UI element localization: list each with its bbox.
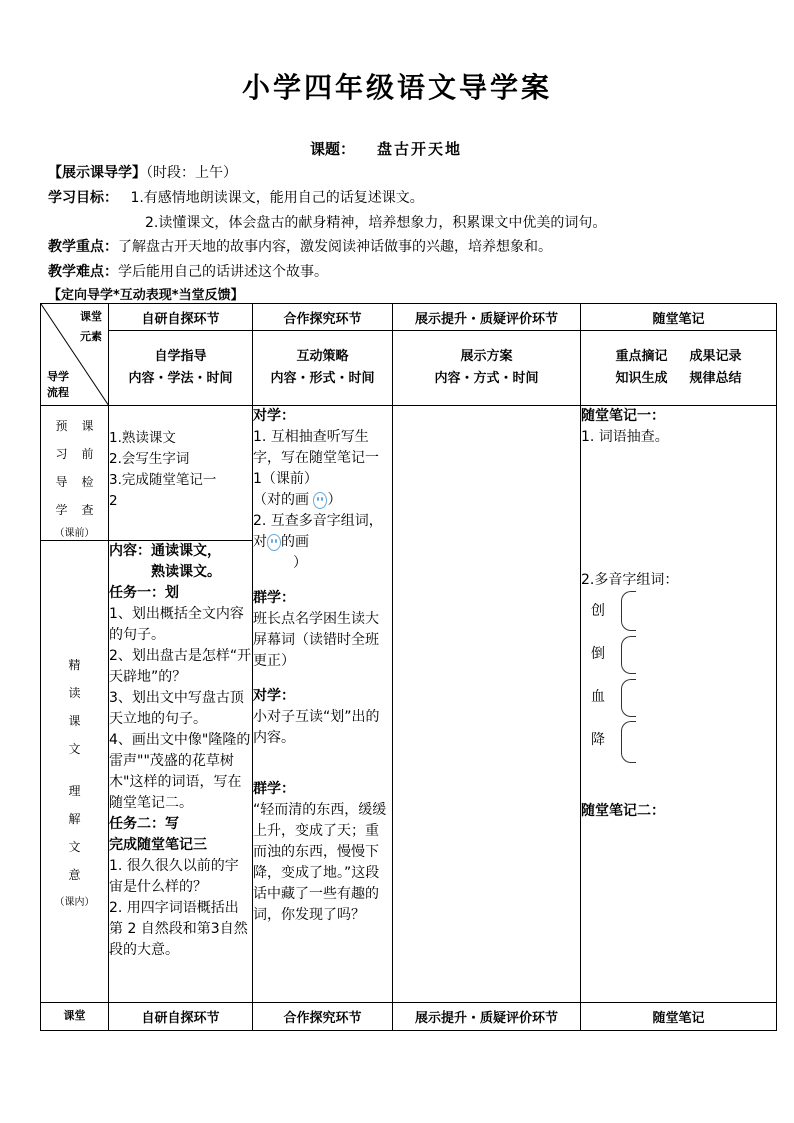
list-item: 3.完成随堂笔记一 [109, 472, 217, 488]
brace-icon [621, 721, 636, 763]
lesson-table [40, 303, 777, 1031]
difficulty [48, 261, 328, 281]
section-time: （时段：上午） [146, 165, 237, 181]
coop-heading: 对学： [253, 408, 295, 424]
row-presentation-column [393, 406, 581, 1003]
label-char: 理 [68, 784, 81, 798]
notes-text: 1. 词语抽查。 [581, 429, 669, 445]
sub-detail: 内容・形式・时间 [270, 371, 375, 386]
notes-heading: 随堂笔记一： [581, 408, 665, 424]
notes-text: 2.多音字组词： [581, 572, 679, 588]
sub-detail: 内容・方式・时间 [434, 371, 539, 386]
sub-title: 重点摘记 [615, 349, 668, 364]
coop-heading: 对学： [253, 688, 295, 704]
label-char: 意 [68, 868, 81, 882]
section2-header: 【定向导学*互动表现*当堂反馈】 [48, 288, 244, 303]
key-point-label: 教学重点： [48, 239, 118, 255]
label-char: 查 [81, 503, 94, 517]
row2-label [41, 541, 109, 1003]
coop-text: 小对子互读“划”出的内容。 [253, 709, 380, 746]
list-item: 1.熟读课文 [109, 430, 176, 446]
task-item: 3、划出文中写盘古顶天立地的句子。 [109, 690, 244, 727]
list-item: 2.会写生字词 [109, 451, 190, 467]
goal-item: 2.读懂课文，体会盘古的献身精神，培养想象力，积累课文中优美的词句。 [145, 215, 607, 231]
brace-icon [621, 591, 636, 631]
content-label: 内容：通读课文， [109, 543, 221, 559]
smiley-icon [267, 534, 281, 551]
learning-goal-2 [145, 212, 606, 232]
label-char: 习 [55, 447, 68, 461]
header-self-study: 自研自探环节 [109, 304, 253, 331]
row-notes-column [581, 406, 777, 1003]
label-note: （课内） [54, 897, 95, 908]
row1-self-study [109, 406, 253, 541]
list-item: 2 [109, 493, 118, 509]
polyphone-char: 血 [591, 689, 605, 705]
sub-title: 展示方案 [460, 349, 513, 364]
row2-self-study [109, 541, 253, 1003]
difficulty-text: 学后能用自己的话讲述这个故事。 [118, 264, 328, 280]
label-note: （课前） [54, 528, 95, 539]
corner-bottom: 导学 [47, 370, 69, 383]
footer-header-self-study: 自研自探环节 [109, 1003, 253, 1031]
header-presentation: 展示提升・质疑评价环节 [393, 304, 581, 331]
label-char: 文 [68, 742, 81, 756]
coop-heading: 群学： [253, 781, 295, 797]
label-char: 读 [68, 686, 81, 700]
section-header [48, 162, 237, 182]
coop-text: ） [293, 555, 307, 571]
sub-header-notes [581, 331, 777, 406]
coop-text: 2. 互查多音字组词，对 [253, 513, 383, 550]
content-label: 熟读课文。 [151, 564, 221, 580]
label-char: 导 [55, 475, 68, 489]
task-item: 2、划出盘古是怎样“开天辟地”的？ [109, 648, 252, 685]
corner-top2: 元素 [80, 330, 102, 343]
coop-text: （对的画 [253, 492, 309, 508]
coop-heading: 群学： [253, 590, 295, 606]
label-char: 前 [81, 447, 94, 461]
notes-heading: 随堂笔记二： [581, 803, 665, 819]
corner-top: 课堂 [80, 310, 102, 323]
footer-header-notes: 随堂笔记 [581, 1003, 777, 1031]
task-heading: 完成随堂笔记三 [109, 837, 207, 853]
sub-header-coop [253, 331, 393, 406]
task-item: 1. 很久很久以前的宇宙是什么样的？ [109, 858, 239, 895]
task-item: 2. 用四字词语概括出第 2 自然段和第3自然段的大意。 [109, 900, 248, 958]
key-point [48, 236, 552, 256]
coop-text: 1. 互相抽查听写生字，写在随堂笔记一 1（课前） [253, 429, 379, 487]
coop-text: 班长点名学困生读大屏幕词（读错时全班更正） [253, 611, 379, 669]
label-char: 检 [81, 475, 94, 489]
sub-title: 规律总结 [689, 371, 742, 386]
polyphone-char: 创 [591, 603, 605, 619]
sub-title: 知识生成 [615, 371, 668, 386]
sub-title: 成果记录 [689, 349, 742, 364]
goal-item: 1.有感情地朗读课文，能用自己的话复述课文。 [130, 190, 424, 206]
smiley-icon [313, 492, 327, 509]
header-cooperation: 合作探究环节 [253, 304, 393, 331]
header-notes: 随堂笔记 [581, 304, 777, 331]
sub-detail: 内容・学法・时间 [128, 371, 233, 386]
difficulty-label: 教学难点： [48, 264, 118, 280]
label-char: 课 [81, 419, 94, 433]
label-char: 文 [68, 840, 81, 854]
label-char: 预 [55, 419, 68, 433]
learning-goal-1 [48, 187, 424, 207]
corner-bottom2: 流程 [47, 386, 69, 399]
polyphone-group [581, 591, 776, 761]
footer-header-cooperation: 合作探究环节 [253, 1003, 393, 1031]
subject-label: 课题： [310, 140, 356, 158]
polyphone-char: 降 [591, 732, 605, 748]
task-heading: 任务二：写 [109, 816, 179, 832]
section-label: 【展示课导学】 [48, 165, 146, 181]
coop-text: “轻而清的东西，缓缓上升，变成了天；重而浊的东西，慢慢下降，变成了地。”这段话中藏了一些有趣的词，你发现了吗？ [253, 802, 387, 923]
footer-header-presentation: 展示提升・质疑评价环节 [393, 1003, 581, 1031]
subject-value: 盘古开天地 [377, 140, 463, 158]
coop-text: ） [327, 492, 342, 508]
sub-header-present [393, 331, 581, 406]
sub-title: 自学指导 [154, 349, 207, 364]
coop-text: 的画 [281, 534, 309, 550]
brace-icon [621, 636, 636, 674]
brace-icon [621, 679, 636, 717]
label-char: 学 [55, 503, 68, 517]
task-heading: 任务一：划 [109, 585, 179, 601]
label-char: 解 [68, 812, 81, 826]
lesson-subject [310, 138, 462, 159]
corner-cell [41, 304, 109, 406]
goals-label: 学习目标： [48, 190, 118, 206]
row-coop-column [253, 406, 393, 1003]
sub-header-self [109, 331, 253, 406]
label-char: 精 [68, 658, 81, 672]
label-char: 课 [68, 714, 81, 728]
sub-title: 互动策略 [296, 349, 349, 364]
key-point-text: 了解盘古开天地的故事内容，激发阅读神话做事的兴趣，培养想象和。 [118, 239, 552, 255]
polyphone-char: 倒 [591, 646, 605, 662]
page-title: 小学四年级语文导学案 [241, 71, 552, 104]
footer-label: 课堂 [41, 1003, 109, 1031]
row1-label [41, 406, 109, 541]
task-item: 4、画出文中像"隆隆的雷声""茂盛的花草树木"这样的词语，写在随堂笔记二。 [109, 732, 251, 811]
task-item: 1、划出概括全文内容的句子。 [109, 606, 244, 643]
